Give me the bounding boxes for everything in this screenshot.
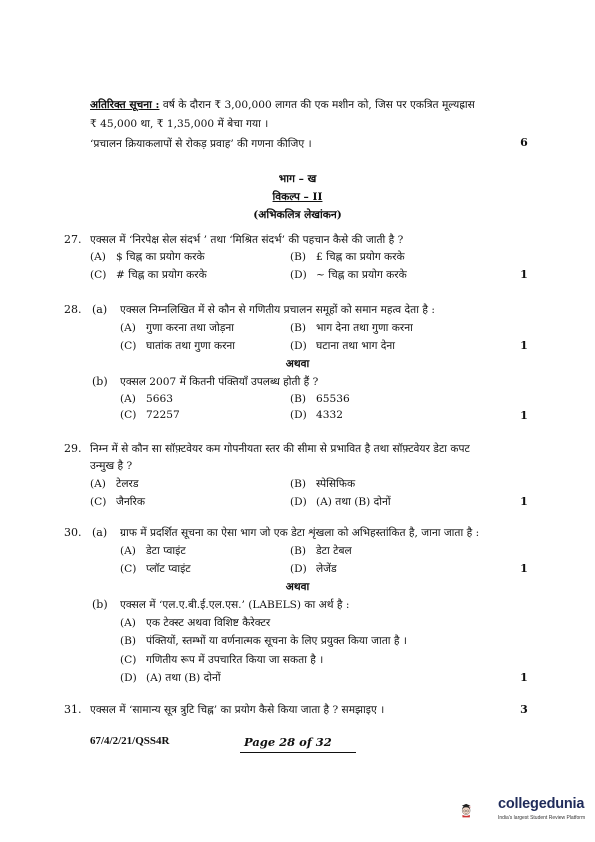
question-number: 27. bbox=[64, 233, 82, 246]
marks: 1 bbox=[520, 671, 528, 684]
or-divider: अथवा bbox=[285, 358, 310, 370]
additional-info-label: अतिरिक्त सूचना : bbox=[90, 99, 160, 111]
additional-info-line3: ‘प्रचालन क्रियाकलापों से रोकड़ प्रवाह’ की गणना कीजिए । bbox=[90, 138, 312, 150]
additional-info-line1: वर्ष के दौरान ₹ 3,00,000 लागत की एक मशीन को, जिस पर एकत्रित मूल्यह्रास bbox=[162, 99, 475, 111]
question-number: 29. bbox=[64, 442, 82, 455]
or-divider: अथवा bbox=[285, 581, 310, 593]
page-number: Page 28 of 32 bbox=[244, 735, 332, 749]
question-text: एक्सल में ‘एल.ए.बी.ई.एल.एस.’ (LABELS) का अर्थ है : bbox=[120, 599, 350, 611]
sub-question-label: (b) bbox=[92, 375, 108, 388]
sub-question-label: (b) bbox=[92, 598, 108, 611]
paper-code: 67/4/2/21/QSS4R bbox=[90, 735, 170, 747]
option-b: (B) पंक्तियों, स्तम्भों या वर्णनात्मक सूचना के लिए प्रयुक्त किया जाता है । bbox=[120, 635, 407, 647]
option-d: (D) 4332 bbox=[290, 409, 343, 421]
marks: 1 bbox=[520, 409, 528, 422]
option-a: (A) गुणा करना तथा जोड़ना bbox=[120, 322, 235, 334]
sub-question-label: (a) bbox=[92, 526, 108, 539]
section-subject: (अभिकलित्र लेखांकन) bbox=[253, 209, 342, 221]
option-a: (A) डेटा प्वाइंट bbox=[120, 545, 186, 557]
question-text: एक्सल में ‘सामान्य सूत्र त्रुटि चिह्न’ का प्रयोग कैसे किया जाता है ? समझाइए । bbox=[90, 704, 385, 716]
section-option: विकल्प – II bbox=[272, 191, 323, 203]
question-text: एक्सल निम्नलिखित में से कौन से गणितीय प्रचालन समूहों को समान महत्व देता है : bbox=[120, 304, 435, 316]
option-d: (D) घटाना तथा भाग देना bbox=[290, 340, 396, 352]
option-c: (C) 72257 bbox=[120, 409, 180, 421]
question-text-line1: निम्न में से कौन सा सॉफ़्टवेयर कम गोपनीयता स्तर की सीमा से प्रभावित है तथा सॉफ़्टवेयर डेटा कपट bbox=[90, 443, 470, 455]
question-text: एक्सल में ‘निरपेक्ष सेल संदर्भ ’ तथा ‘मिश्रित संदर्भ’ की पहचान कैसे की जाती है ? bbox=[90, 234, 404, 246]
option-d: (D) लेजेंड bbox=[290, 563, 337, 575]
collegedunia-logo-icon bbox=[460, 786, 500, 834]
logo-tagline: India's largest Student Review Platform bbox=[498, 815, 586, 821]
option-c: (C) गणितीय रूप में उपचारित किया जा सकता है । bbox=[120, 654, 324, 666]
option-a: (A) 5663 bbox=[120, 393, 173, 405]
option-a: (A) एक टेक्स्ट अथवा विशिष्ट कैरेक्टर bbox=[120, 617, 271, 629]
option-b: (B) डेटा टेबल bbox=[290, 545, 352, 557]
additional-info-line2: ₹ 45,000 था, ₹ 1,35,000 में बेचा गया । bbox=[90, 118, 269, 130]
option-c: (C) घातांक तथा गुणा करना bbox=[120, 340, 236, 352]
option-b: (B) स्पेसिफिक bbox=[290, 478, 356, 490]
option-d: (D) (A) तथा (B) दोनों bbox=[290, 496, 391, 508]
question-number: 30. bbox=[64, 526, 82, 539]
question-text: एक्सल 2007 में कितनी पंक्तियाँ उपलब्ध होती हैं ? bbox=[120, 376, 319, 388]
option-c: (C) जैनरिक bbox=[90, 496, 145, 508]
option-c: (C) # चिह्न का प्रयोग करके bbox=[90, 269, 207, 281]
question-text: ग्राफ में प्रदर्शित सूचना का ऐसा भाग जो एक डेटा शृंखला को अभिहस्तांकित है, जाना जाता है : bbox=[120, 527, 480, 539]
marks: 1 bbox=[520, 268, 528, 281]
option-d: (D) ~ चिह्न का प्रयोग करके bbox=[290, 269, 407, 281]
option-b: (B) 65536 bbox=[290, 393, 350, 405]
question-text-line2: उन्मुख है ? bbox=[90, 460, 133, 472]
sub-question-label: (a) bbox=[92, 303, 108, 316]
additional-info bbox=[90, 98, 475, 112]
option-a: (A) $ चिह्न का प्रयोग करके bbox=[90, 251, 205, 263]
question-number: 28. bbox=[64, 303, 82, 316]
option-a: (A) टेलरड bbox=[90, 478, 139, 490]
option-d: (D) (A) तथा (B) दोनों bbox=[120, 672, 221, 684]
marks: 1 bbox=[520, 562, 528, 575]
option-b: (B) भाग देना तथा गुणा करना bbox=[290, 322, 413, 334]
option-b: (B) £ चिह्न का प्रयोग करके bbox=[290, 251, 405, 263]
section-part: भाग – ख bbox=[278, 173, 317, 185]
marks: 6 bbox=[520, 136, 528, 149]
footer-underline bbox=[240, 752, 356, 753]
logo-wordmark: collegedunia bbox=[498, 796, 585, 812]
marks: 1 bbox=[520, 495, 528, 508]
marks: 3 bbox=[520, 703, 528, 716]
marks: 1 bbox=[520, 339, 528, 352]
option-c: (C) प्लॉट प्वाइंट bbox=[120, 563, 191, 575]
question-number: 31. bbox=[64, 703, 82, 716]
